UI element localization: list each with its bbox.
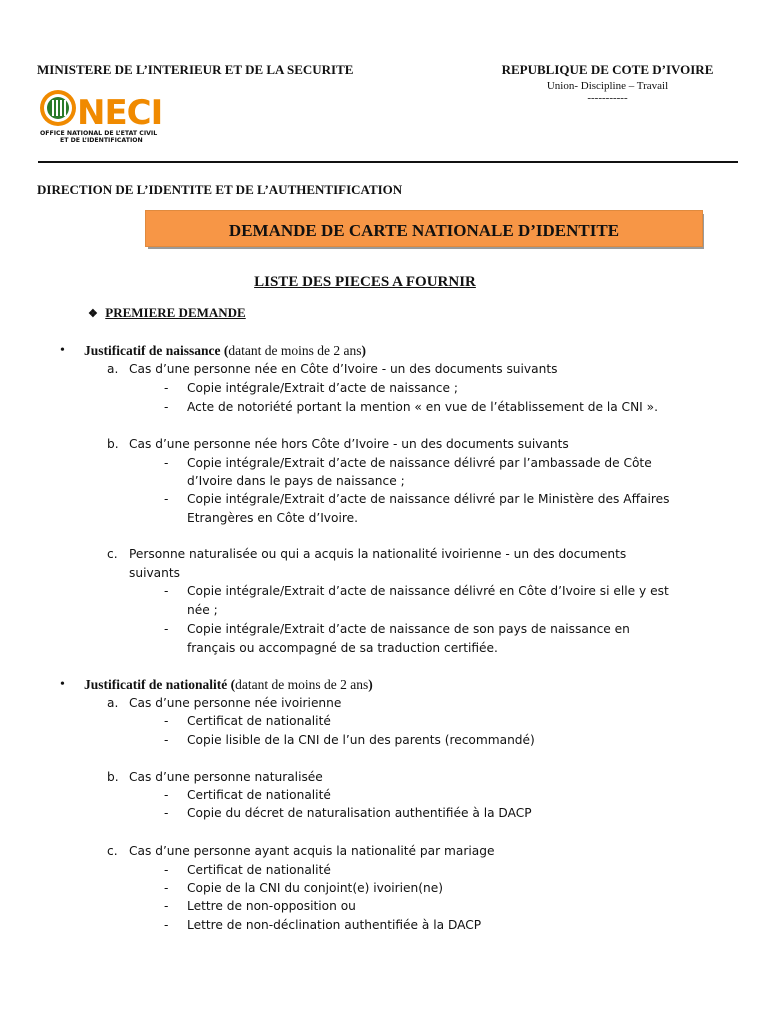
list-item-text: Personne naturalisée ou qui a acquis la nationalité ivoirienne - un des documents (129, 547, 627, 561)
republic-title: REPUBLIQUE DE COTE D’IVOIRE (501, 62, 714, 77)
dash-bullet: - (164, 622, 169, 636)
section-title: PREMIERE DEMANDE (105, 305, 246, 320)
document-item: Lettre de non-déclination authentifiée à la DACP (187, 918, 482, 932)
list-item-text: Cas d’une personne née en Côte d’Ivoire - un des documents suivants (129, 362, 558, 376)
list-item-text: Cas d’une personne née hors Côte d’Ivoire - un des documents suivants (129, 437, 569, 451)
dash-bullet: - (164, 714, 169, 728)
nationalite-heading: Justificatif de nationalité (datant de moins de 2 ans) (84, 677, 373, 692)
list-label: b. (107, 437, 119, 451)
dash-bullet: - (164, 492, 169, 506)
document-item: Lettre de non-opposition ou (187, 899, 356, 913)
oneci-logo (38, 86, 178, 144)
svg-text:OFFICE NATIONAL DE L’ETAT CIVI: OFFICE NATIONAL DE L’ETAT CIVIL (40, 130, 158, 137)
ministry-title: MINISTERE DE L’INTERIEUR ET DE LA SECURITE (37, 62, 354, 77)
dash-bullet: - (164, 899, 169, 913)
title-banner (146, 211, 702, 246)
list-item-text: Cas d’une personne ayant acquis la nationalité par mariage (129, 844, 495, 858)
document-item-cont: français ou accompagné de sa traduction certifiée. (187, 641, 498, 655)
document-item: Certificat de nationalité (187, 714, 331, 728)
dash-bullet: - (164, 788, 169, 802)
document-item: Acte de notoriété portant la mention « en vue de l’établissement de la CNI ». (187, 400, 658, 414)
list-label: c. (107, 547, 118, 561)
dash-bullet: - (164, 400, 169, 414)
header-divider (38, 161, 738, 163)
diamond-bullet-icon: ❖ (88, 308, 98, 320)
list-label: b. (107, 770, 119, 784)
naissance-heading: Justificatif de naissance (datant de moins de 2 ans) (84, 343, 366, 358)
document-item: Copie de la CNI du conjoint(e) ivoirien(ne) (187, 881, 444, 895)
document-item-cont: née ; (187, 603, 218, 617)
list-label: a. (107, 362, 119, 376)
document-item: Certificat de nationalité (187, 788, 331, 802)
dash-bullet: - (164, 881, 169, 895)
dash-bullet: - (164, 806, 169, 820)
dash-bullet: - (164, 863, 169, 877)
list-item-text-cont: suivants (129, 566, 180, 580)
direction-title: DIRECTION DE L’IDENTITE ET DE L’AUTHENTIFICATION (37, 182, 403, 197)
document-item: Copie intégrale/Extrait d’acte de naissance ; (187, 381, 458, 395)
list-label: c. (107, 844, 118, 858)
svg-text:NECI: NECI (77, 93, 163, 133)
dash-bullet: - (164, 381, 169, 395)
document-item: Copie intégrale/Extrait d’acte de naissance délivré en Côte d’Ivoire si elle y est (187, 584, 669, 598)
document-item: Copie intégrale/Extrait d’acte de naissance de son pays de naissance en (187, 622, 630, 636)
svg-text:ET DE L’IDENTIFICATION: ET DE L’IDENTIFICATION (60, 137, 143, 144)
document-item: Certificat de nationalité (187, 863, 331, 877)
bullet-icon: • (60, 677, 65, 692)
national-motto: Union- Discipline – Travail (546, 80, 669, 92)
document-item-cont: Etrangères en Côte d’Ivoire. (187, 511, 358, 525)
list-title: LISTE DES PIECES A FOURNIR (254, 274, 476, 290)
motto-dashes: ----------- (587, 92, 628, 104)
dash-bullet: - (164, 733, 169, 747)
dash-bullet: - (164, 456, 169, 470)
document-item-cont: d’Ivoire dans le pays de naissance ; (187, 474, 405, 488)
document-item: Copie intégrale/Extrait d’acte de naissance délivré par le Ministère des Affaires (187, 492, 670, 506)
list-item-text: Cas d’une personne naturalisée (129, 770, 323, 784)
dash-bullet: - (164, 584, 169, 598)
document-item: Copie intégrale/Extrait d’acte de naissance délivré par l’ambassade de Côte (187, 456, 652, 470)
list-label: a. (107, 696, 119, 710)
document-item: Copie du décret de naturalisation authentifiée à la DACP (187, 806, 532, 820)
bullet-icon: • (60, 343, 65, 358)
banner-title: DEMANDE DE CARTE NATIONALE D’IDENTITE (228, 221, 620, 240)
document-item: Copie lisible de la CNI de l’un des parents (recommandé) (187, 733, 535, 747)
dash-bullet: - (164, 918, 169, 932)
section-premiere-demande (88, 305, 246, 321)
republic-block (480, 62, 735, 104)
list-item-text: Cas d’une personne née ivoirienne (129, 696, 342, 710)
